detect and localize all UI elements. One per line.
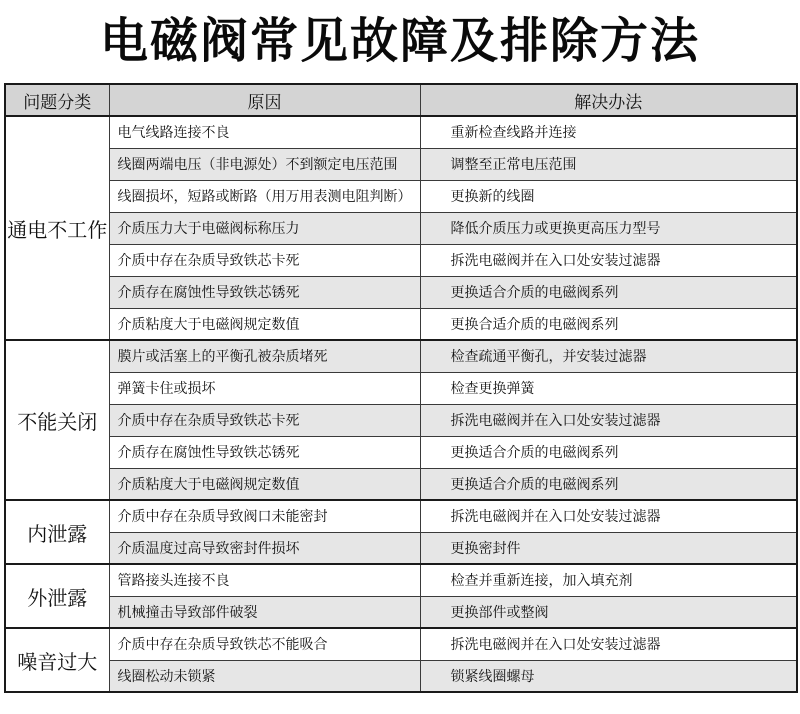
header-category: 问题分类	[5, 84, 109, 116]
solution-cell: 更换适合介质的电磁阀系列	[420, 276, 797, 308]
table-row	[5, 500, 797, 532]
table-row	[5, 564, 797, 596]
solution-cell: 更换适合介质的电磁阀系列	[420, 436, 797, 468]
category-cell: 通电不工作	[5, 116, 109, 340]
solution-cell: 重新检查线路并连接	[420, 116, 797, 148]
table-body	[5, 116, 797, 692]
cause-cell: 介质粘度大于电磁阀规定数值	[109, 468, 420, 500]
category-cell: 不能关闭	[5, 340, 109, 500]
solution-cell: 更换新的线圈	[420, 180, 797, 212]
cause-cell: 介质存在腐蚀性导致铁芯锈死	[109, 436, 420, 468]
table-row	[5, 308, 797, 340]
cause-cell: 电气线路连接不良	[109, 116, 420, 148]
solution-cell: 更换部件或整阀	[420, 596, 797, 628]
table-row	[5, 660, 797, 692]
table-row	[5, 148, 797, 180]
header-cause: 原因	[109, 84, 420, 116]
table-row	[5, 468, 797, 500]
solution-cell: 更换合适介质的电磁阀系列	[420, 308, 797, 340]
table-row	[5, 596, 797, 628]
table-row	[5, 372, 797, 404]
table-row	[5, 212, 797, 244]
category-cell: 内泄露	[5, 500, 109, 564]
table-row	[5, 340, 797, 372]
solution-cell: 调整至正常电压范围	[420, 148, 797, 180]
table-row	[5, 404, 797, 436]
cause-cell: 介质压力大于电磁阀标称压力	[109, 212, 420, 244]
table-header-row	[5, 84, 797, 116]
solution-cell: 检查疏通平衡孔，并安装过滤器	[420, 340, 797, 372]
cause-cell: 介质中存在杂质导致铁芯卡死	[109, 404, 420, 436]
solution-cell: 拆洗电磁阀并在入口处安装过滤器	[420, 628, 797, 660]
table-row	[5, 532, 797, 564]
table-row	[5, 244, 797, 276]
cause-cell: 机械撞击导致部件破裂	[109, 596, 420, 628]
solution-cell: 更换密封件	[420, 532, 797, 564]
cause-cell: 介质中存在杂质导致铁芯不能吸合	[109, 628, 420, 660]
header-solution: 解决办法	[420, 84, 797, 116]
cause-cell: 介质中存在杂质导致铁芯卡死	[109, 244, 420, 276]
cause-cell: 介质温度过高导致密封件损坏	[109, 532, 420, 564]
table-row	[5, 436, 797, 468]
category-cell: 噪音过大	[5, 628, 109, 692]
solution-cell: 拆洗电磁阀并在入口处安装过滤器	[420, 244, 797, 276]
table-row	[5, 180, 797, 212]
cause-cell: 管路接头连接不良	[109, 564, 420, 596]
solution-cell: 锁紧线圈螺母	[420, 660, 797, 692]
solution-cell: 拆洗电磁阀并在入口处安装过滤器	[420, 404, 797, 436]
cause-cell: 膜片或活塞上的平衡孔被杂质堵死	[109, 340, 420, 372]
cause-cell: 介质粘度大于电磁阀规定数值	[109, 308, 420, 340]
cause-cell: 介质中存在杂质导致阀口未能密封	[109, 500, 420, 532]
table-row	[5, 116, 797, 148]
table-row	[5, 276, 797, 308]
table-row	[5, 628, 797, 660]
solution-cell: 更换适合介质的电磁阀系列	[420, 468, 797, 500]
solution-cell: 检查并重新连接，加入填充剂	[420, 564, 797, 596]
cause-cell: 弹簧卡住或损坏	[109, 372, 420, 404]
cause-cell: 介质存在腐蚀性导致铁芯锈死	[109, 276, 420, 308]
cause-cell: 线圈松动未锁紧	[109, 660, 420, 692]
solution-cell: 降低介质压力或更换更高压力型号	[420, 212, 797, 244]
solution-cell: 拆洗电磁阀并在入口处安装过滤器	[420, 500, 797, 532]
cause-cell: 线圈两端电压（非电源处）不到额定电压范围	[109, 148, 420, 180]
cause-cell: 线圈损坏，短路或断路（用万用表测电阻判断）	[109, 180, 420, 212]
solution-cell: 检查更换弹簧	[420, 372, 797, 404]
category-cell: 外泄露	[5, 564, 109, 628]
page-title: 电磁阀常见故障及排除方法	[99, 13, 700, 69]
fault-table	[4, 83, 798, 693]
